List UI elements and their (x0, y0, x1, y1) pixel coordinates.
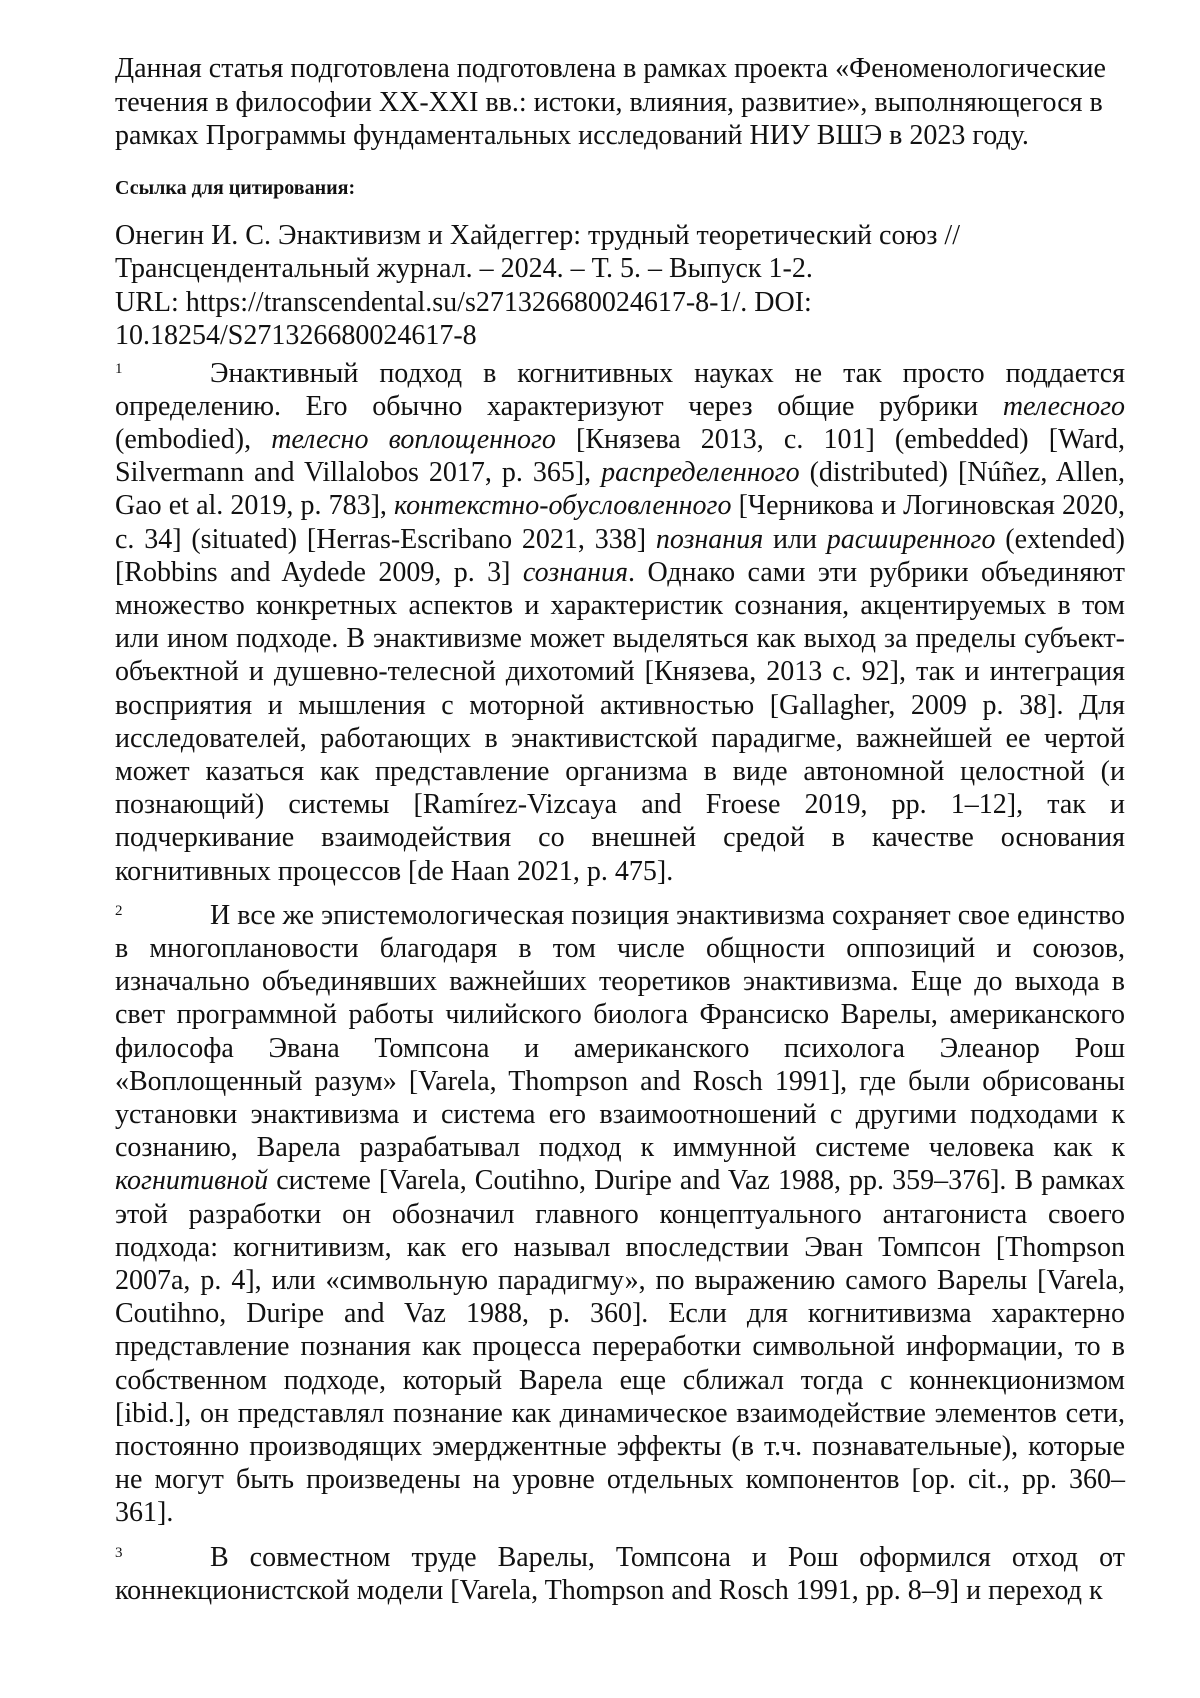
italic-term: познания (655, 523, 764, 555)
citation-heading: Ссылка для цитирования: (115, 176, 356, 199)
citation-line: Онегин И. С. Энактивизм и Хайдеггер: трудный теоретический союз // (115, 219, 960, 251)
paragraph-1 (115, 357, 1125, 888)
italic-term: контекстно-обусловленного (394, 490, 732, 522)
paragraph-text: И все же эпистемологическая позиция энактивизма сохраняет свое единство в многоплановости благодаря в том числе общности оппозиций и союзов, изначально объединявших важнейших теоретиков энактивизма. Еще до выхода в свет программной работы чилийского биолога Франсиско Варелы, американского философа Эвана Томпсона и американского психолога Элеанор Рош «Воплощенный разум» [Varela, Thompson and Rosch 1991], где были обрисованы установки энактивизма и система его взаимоотношений с другими подходами к сознанию, Варела разрабатывал подход к иммунной системе человека как к когнитивной системе [Varela, Coutihno, Duripe and Vaz 1988, pp. 359–376]. В рамках этой разработки он обозначил главного концептуального антагониста своего подхода: когнитивизм, как его называл впоследствии Эван Томпсон [Thompson 2007a, p. 4], или «символьную парадигму», по выражению самого Варелы [Varela, Coutihno, Duripe and Vaz 1988, p. 360]. Если для когнитивизма характерно представление познания как процесса переработки символьной информации, то в собственном подходе, который Варела еще сближал тогда с коннекционизмом [ibid.], он представлял познание как динамическое взаимодействие элементов сети, постоянно производящих эмерджентные эффекты (в т.ч. познавательные), которые не могут быть произведены на уровне отдельных компонентов [op. cit., pp. 360–361]. (115, 899, 1125, 1529)
paragraph-text: Энактивный подход в когнитивных науках не так просто поддается определению. Его обычно характеризуют через общие рубрики телесного (embodied), телесно воплощенного [Князева 2013, с. 101] (embedded) [Ward, Silvermann and Villalobos 2017, p. 365], распределенного (distributed) [Núñez, Allen, Gao et al. 2019, p. 783], контекстно-обусловленного [Черникова и Логиновская 2020, с. 34] (situated) [Herras-Escribano 2021, 338] познания или расширенного (extended) [Robbins and Aydede 2009, p. 3] сознания. Однако сами эти рубрики объединяют множество конкретных аспектов и характеристик сознания, акцентируемых в том или ином подходе. В энактивизме может выделяться как выход за пределы субъект-объектной и душевно-телесной дихотомий [Князева, 2013 с. 92], так и интеграция восприятия и мышления с моторной активностью [Gallagher, 2009 p. 38]. Для исследователей, работающих в энактивистской парадигме, важнейшей ее чертой может казаться как представление организма в виде автономной целостной (и познающий) системы [Ramírez-Vizcaya and Froese 2019, pp. 1–12], так и подчеркивание взаимодействия со внешней средой в качестве основания когнитивных процессов [de Haan 2021, p. 475]. (115, 357, 1126, 887)
paragraph-2 (115, 899, 1125, 1530)
citation-line: Трансцендентальный журнал. – 2024. – Т. 5. – Выпуск 1-2. (115, 253, 813, 284)
italic-term: сознания (522, 556, 629, 588)
document-page (115, 52, 1125, 1607)
acknowledgement-text: Данная статья подготовлена подготовлена в рамках проекта «Феноменологические течения в философии XX-XXI вв.: истоки, влияния, развитие», выполняющегося в рамках Программы фундаментальных исследований НИУ ВШЭ в 2023 году. (115, 53, 1106, 151)
citation-url-line: URL: https://transcendental.su/s271326680024617-8-1/. DOI: (115, 286, 812, 318)
italic-term: когнитивной (115, 1165, 269, 1197)
italic-term: расширенного (826, 523, 996, 555)
paragraph-text: В совместном труде Варелы, Томпсона и Рош оформился отход от коннекционистской модели [Varela, Thompson and Rosch 1991, pp. 8–9] и переход к (115, 1541, 1125, 1606)
italic-term: распределенного (601, 457, 800, 489)
citation-doi-line: 10.18254/S271326680024617-8 (115, 320, 477, 351)
italic-term: телесно воплощенного (271, 423, 556, 455)
italic-term: телесного (1002, 390, 1125, 422)
paragraph-number: 2 (115, 902, 123, 919)
paragraph-number: 3 (115, 1544, 123, 1561)
paragraph-3 (115, 1541, 1125, 1607)
paragraph-number: 1 (115, 360, 123, 377)
citation-block (115, 219, 1125, 353)
